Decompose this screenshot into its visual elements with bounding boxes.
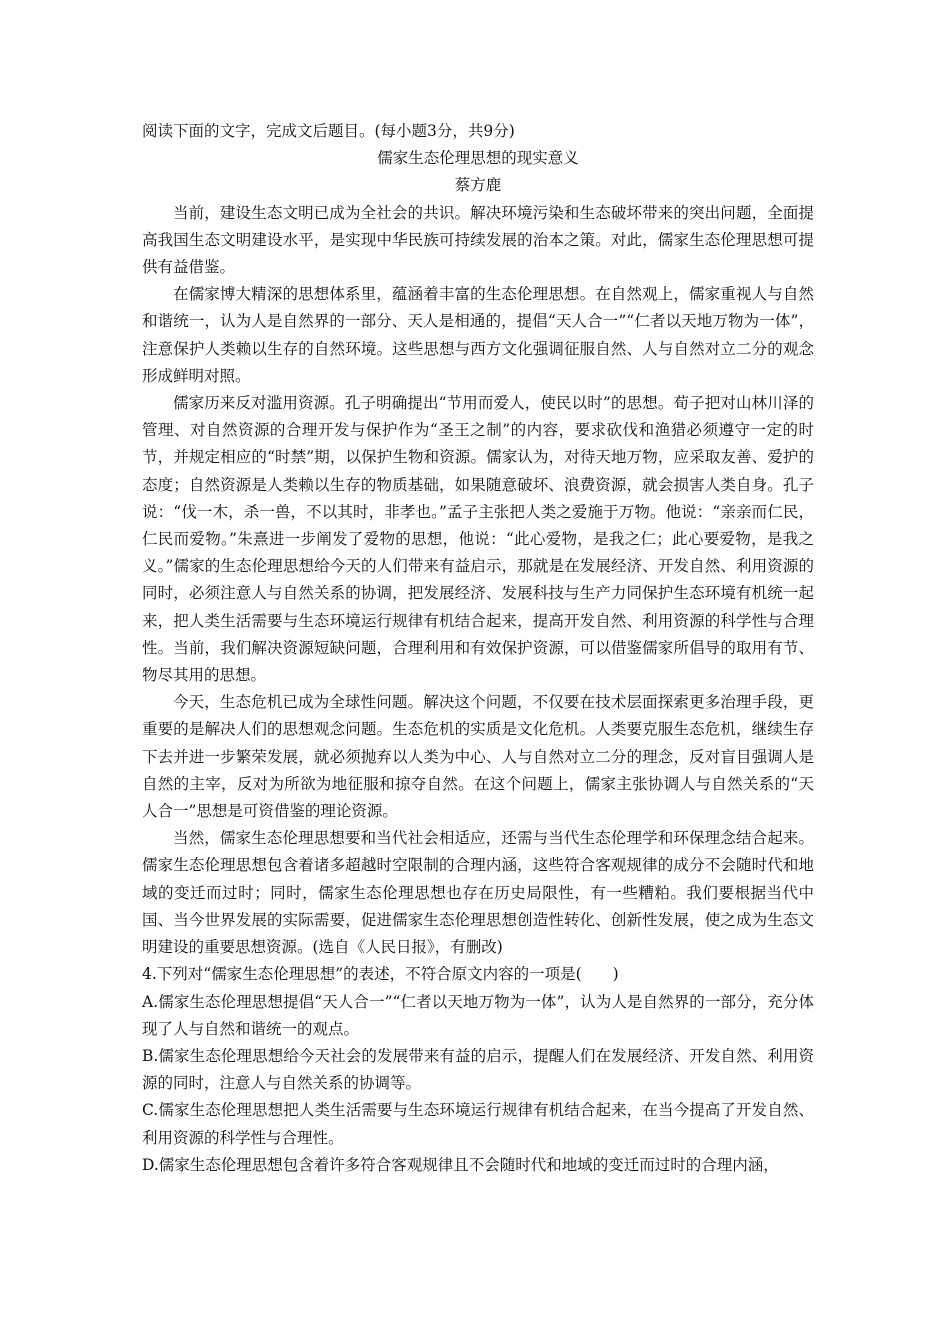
article-paragraph: 当然，儒家生态伦理思想要和当代社会相适应，还需与当代生态伦理学和环保理念结合起来。儒家生态伦理思想包含着诸多超越时空限制的合理内涵，这些符合客观规律的成分不会随时代和地域的变迁而过时；同时，儒家生态伦理思想也存在历史局限性，有一些糟粕。我们要根据当代中国、当今世界发展的实际需要，促进儒家生态伦理思想创造性转化、创新性发展，使之成为生态文明建设的重要思想资源。(选自《人民日报》，有删改) xyxy=(142,829,814,957)
answer-option-c: C.儒家生态伦理思想把人类生活需要与生态环境运行规律有机结合起来，在当今提高了开发自然、利用资源的科学性与合理性。 xyxy=(142,1101,814,1147)
document-page xyxy=(142,118,814,1179)
answer-option-a: A.儒家生态伦理思想提倡“天人合一”“仁者以天地万物为一体”，认为人是自然界的一部分，充分体现了人与自然和谐统一的观点。 xyxy=(142,992,814,1038)
question-stem: 4.下列对“儒家生态伦理思想”的表述，不符合原文内容的一项是( ) xyxy=(142,965,619,984)
answer-option-b: B.儒家生态伦理思想给今天社会的发展带来有益的启示，提醒人们在发展经济、开发自然、利用资源的同时，注意人与自然关系的协调等。 xyxy=(142,1046,814,1093)
article-paragraph: 在儒家博大精深的思想体系里，蕴涵着丰富的生态伦理思想。在自然观上，儒家重视人与自然和谐统一，认为人是自然界的一部分、天人是相通的，提倡“天人合一”“仁者以天地万物为一体”，注意保护人类赖以生存的自然环境。这些思想与西方文化强调征服自然、人与自然对立二分的观念形成鲜明对照。 xyxy=(142,285,814,385)
article-author: 蔡方鹿 xyxy=(454,176,502,195)
reading-instructions: 阅读下面的文字，完成文后题目。(每小题3分，共9分) xyxy=(142,122,515,140)
article-paragraph: 当前，建设生态文明已成为全社会的共识。解决环境污染和生态破坏带来的突出问题，全面提高我国生态文明建设水平，是实现中华民族可持续发展的治本之策。对此，儒家生态伦理思想可提供有益借鉴。 xyxy=(142,203,814,277)
article-paragraph: 儒家历来反对滥用资源。孔子明确提出“节用而爱人，使民以时”的思想。荀子把对山林川泽的管理、对自然资源的合理开发与保护作为“圣王之制”的内容，要求砍伐和渔猎必须遵守一定的时节，并规定相应的“时禁”期，以保护生物和资源。儒家认为，对待天地万物，应采取友善、爱护的态度；自然资源是人类赖以生存的物质基础，如果随意破坏、浪费资源，就会损害人类自身。孔子说：“伐一木，杀一兽，不以其时，非孝也。”孟子主张把人类之爱施于万物。他说：“亲亲而仁民，仁民而爱物。”朱熹进一步阐发了爱物的思想，他说：“此心爱物，是我之仁；此心要爱物，是我之义。”儒家的生态伦理思想给今天的人们带来有益启示，那就是在发展经济、开发自然、利用资源的同时，必须注意人与自然关系的协调，把发展经济、发展科技与生产力同保护生态环境有机统一起来，把人类生活需要与生态环境运行规律有机结合起来，提高开发自然、利用资源的科学性与合理性。当前，我们解决资源短缺问题，合理利用和有效保护资源，可以借鉴儒家所倡导的取用有节、物尽其用的思想。 xyxy=(142,394,814,685)
answer-option-d: D.儒家生态伦理思想包含着许多符合客观规律且不会随时代和地域的变迁而过时的合理内涵， xyxy=(142,1155,779,1174)
article-title: 儒家生态伦理思想的现实意义 xyxy=(377,149,579,168)
article-paragraph: 今天，生态危机已成为全球性问题。解决这个问题，不仅要在技术层面探索更多治理手段，更重要的是解决人们的思想观念问题。生态危机的实质是文化危机。人类要克服生态危机，继续生存下去并进一步繁荣发展，就必须抛弃以人类为中心、人与自然对立二分的理念，反对盲目强调人是自然的主宰，反对为所欲为地征服和掠夺自然。在这个问题上，儒家主张协调人与自然关系的“天人合一”思想是可资借鉴的理论资源。 xyxy=(142,693,814,821)
